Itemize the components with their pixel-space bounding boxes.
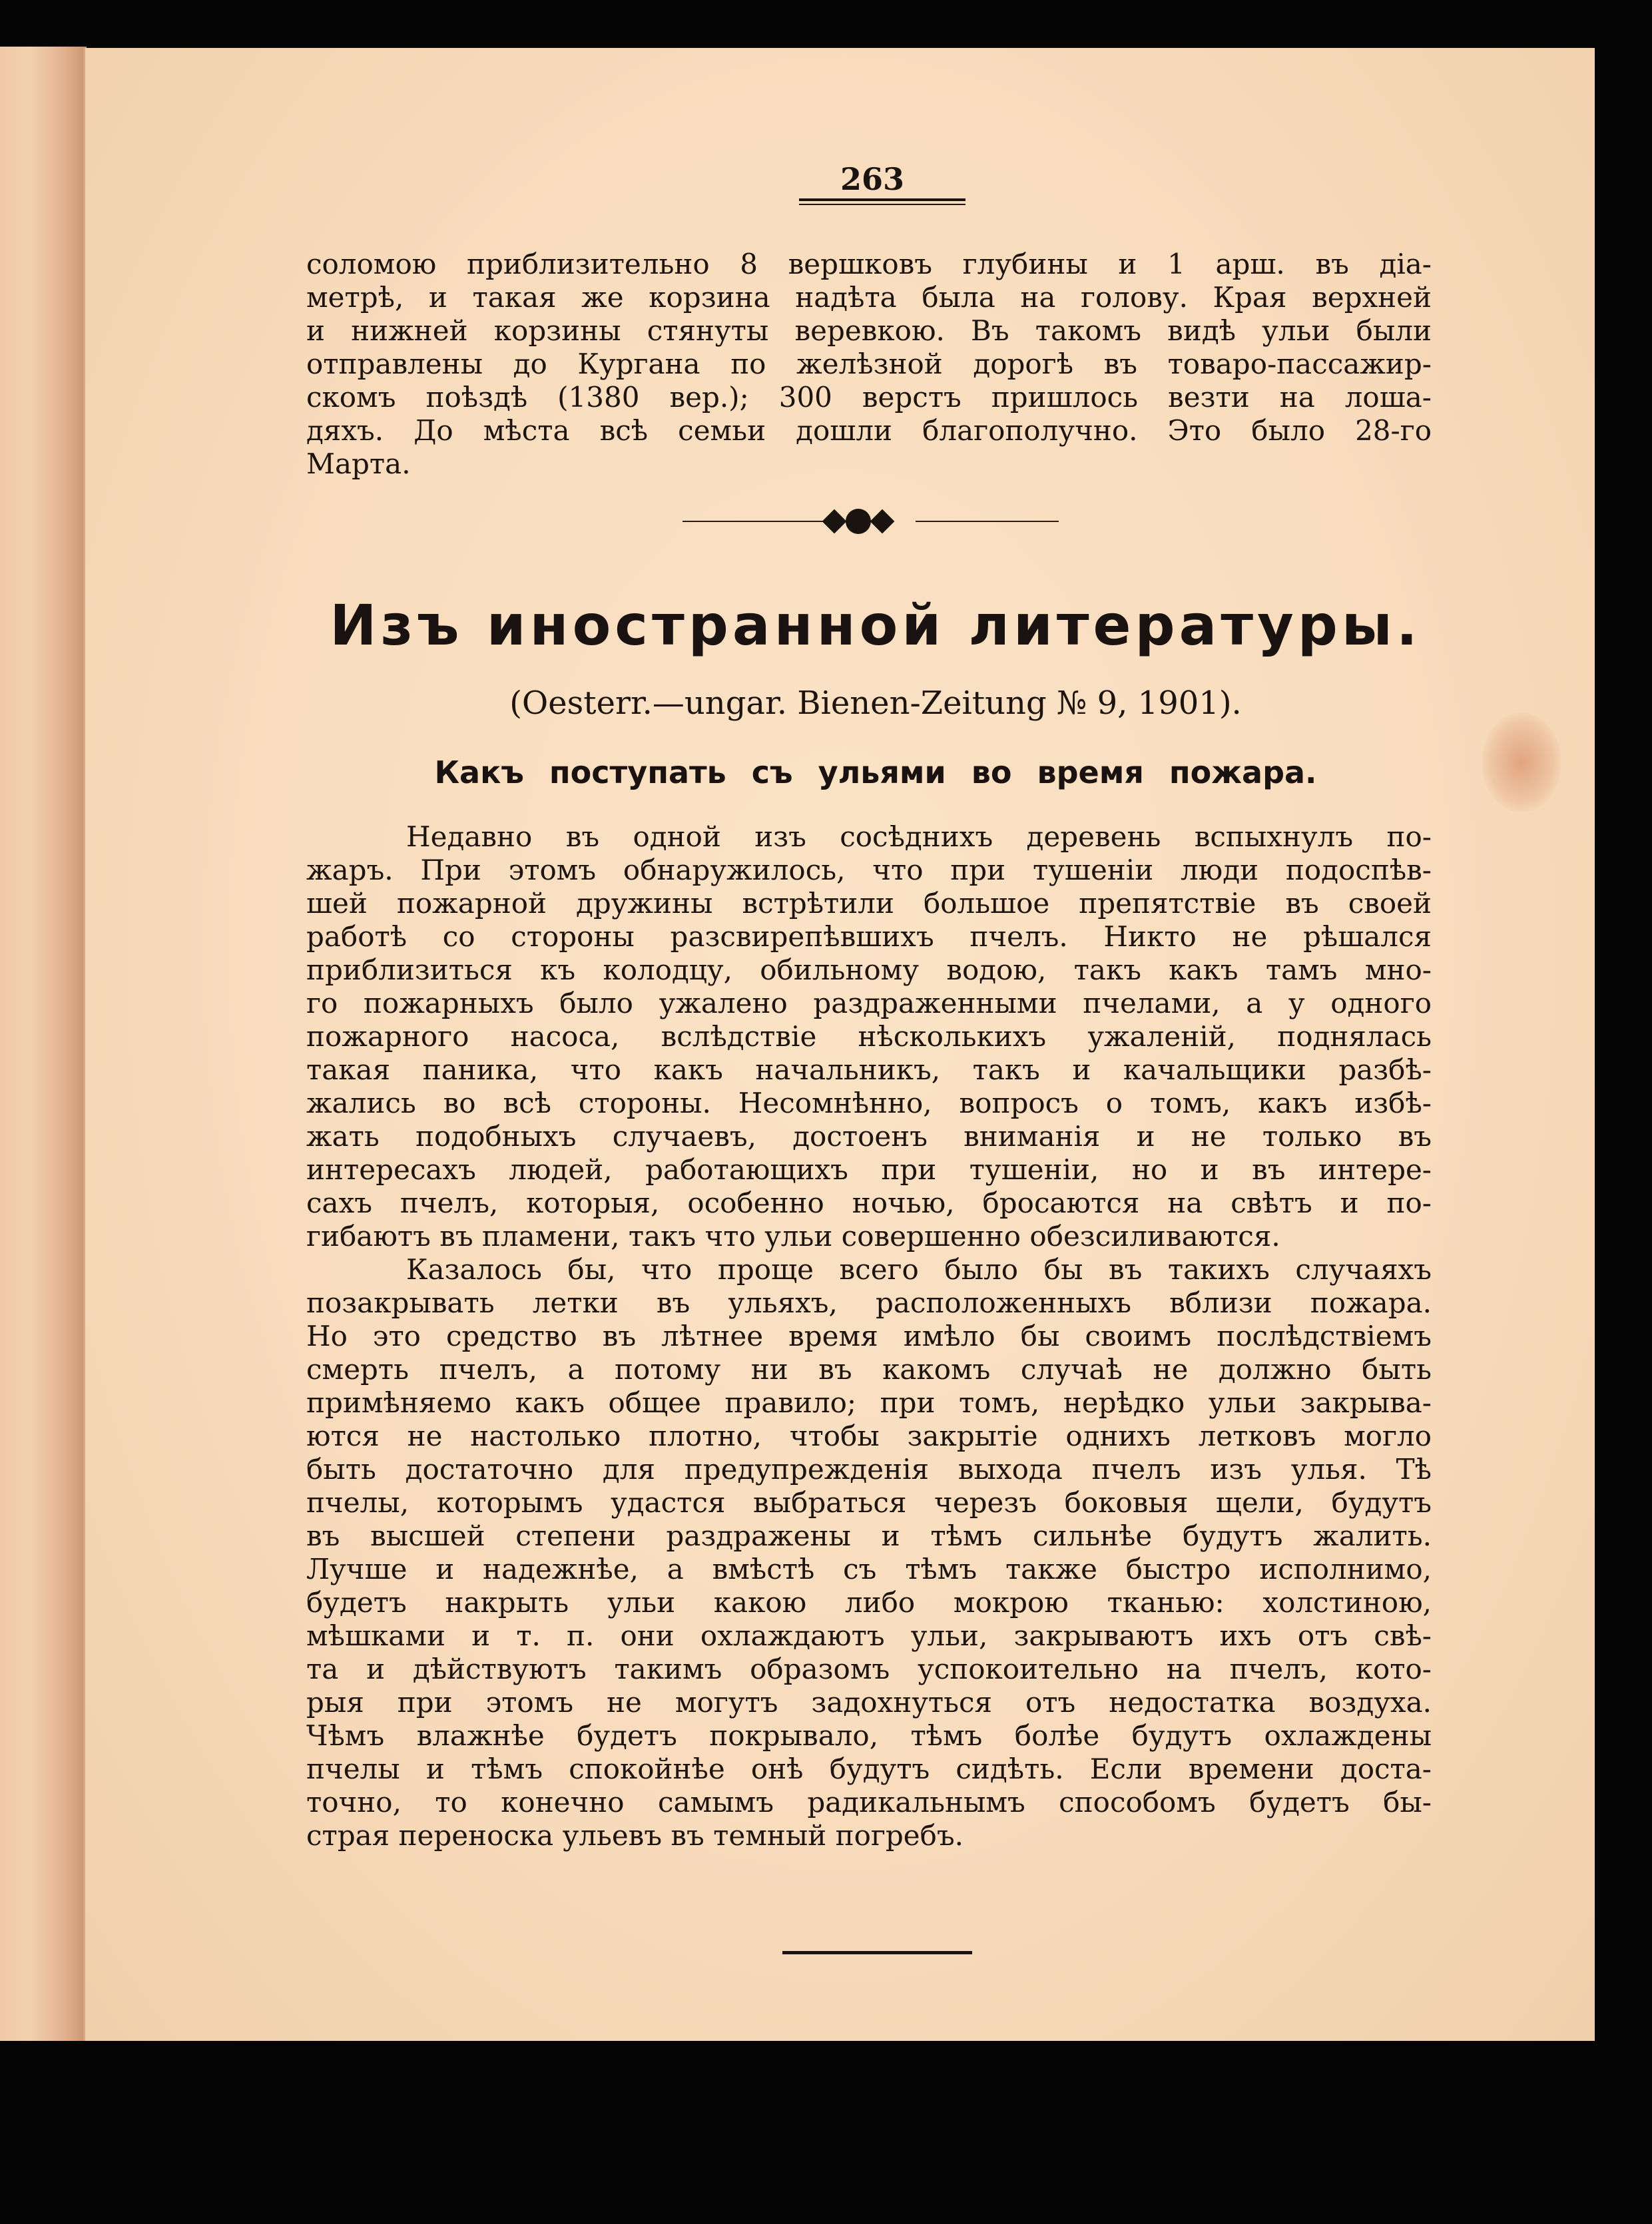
- page-number: 263: [840, 161, 905, 197]
- scan-right-border: [1595, 0, 1652, 2224]
- text-line: Но это средство въ лѣтнее время имѣло бы своимъ послѣдствіемъ: [306, 1320, 1432, 1352]
- paper-stain: [1482, 712, 1561, 812]
- text-line: примѣняемо какъ общее правило; при томъ, нерѣдко ульи закрыва-: [306, 1386, 1432, 1419]
- ornament-diamond-left: [822, 509, 847, 534]
- text-line: пожарного насоса, вслѣдствіе нѣсколькихъ ужаленій, поднялась: [306, 1020, 1432, 1053]
- text-line: Недавно въ одной изъ сосѣднихъ деревень вспыхнулъ по-: [406, 820, 1432, 853]
- article-title: Какъ поступать съ ульями во время пожара.: [434, 754, 1317, 790]
- page-number-rule-top: [799, 198, 965, 201]
- text-line: точно, то конечно самымъ радикальнымъ способомъ будетъ бы-: [306, 1786, 1432, 1818]
- end-rule: [782, 1951, 972, 1954]
- text-line: жать подобныхъ случаевъ, достоенъ вниманія и не только въ: [306, 1120, 1432, 1153]
- continued-paragraph: [306, 248, 1432, 481]
- text-line: дяхъ. До мѣста всѣ семьи дошли благополучно. Это было 28-го: [306, 414, 1432, 447]
- text-line: позакрывать летки въ ульяхъ, расположенныхъ вблизи пожара.: [306, 1286, 1432, 1319]
- text-line: го пожарныхъ было ужалено раздраженными пчелами, а у одного: [306, 987, 1432, 1019]
- text-line: жаръ. При этомъ обнаружилось, что при тушеніи люди подоспѣв-: [306, 854, 1432, 886]
- text-line: Чѣмъ влажнѣе будетъ покрывало, тѣмъ болѣе будутъ охлаждены: [306, 1719, 1432, 1752]
- text-line: пчелы и тѣмъ спокойнѣе онѣ будутъ сидѣть. Если времени доста-: [306, 1753, 1432, 1785]
- text-line: страя переноска ульевъ въ темный погребъ.: [306, 1819, 964, 1852]
- section-ornament: [826, 508, 891, 535]
- previous-page-edge: [0, 47, 87, 2041]
- text-line: отправлены до Кургана по желѣзной дорогѣ въ товаро-пассажир-: [306, 348, 1432, 380]
- ornament-diamond-right: [870, 509, 895, 534]
- source-citation: (Oesterr.—ungar. Bienen-Zeitung № 9, 1901).: [509, 685, 1242, 722]
- article-paragraph-2: [306, 1253, 1432, 1852]
- text-line: соломою приблизительно 8 вершковъ глубины и 1 арш. въ діа-: [306, 248, 1432, 280]
- ornament-dot: [846, 509, 871, 534]
- text-line: работѣ со стороны разсвирепѣвшихъ пчелъ. Никто не рѣшался: [306, 920, 1432, 953]
- text-line: метрѣ, и такая же корзина надѣта была на голову. Края верхней: [306, 281, 1432, 314]
- text-line: Лучше и надежнѣе, а вмѣстѣ съ тѣмъ также быстро исполнимо,: [306, 1553, 1432, 1585]
- text-line: Марта.: [306, 447, 411, 480]
- ornament-line-right: [916, 521, 1059, 522]
- text-line: приблизиться къ колодцу, обильному водою, такъ какъ тамъ мно-: [306, 954, 1432, 986]
- text-line: та и дѣйствуютъ такимъ образомъ успокоительно на пчелъ, кото-: [306, 1653, 1432, 1685]
- text-line: смерть пчелъ, а потому ни въ какомъ случаѣ не должно быть: [306, 1353, 1432, 1386]
- text-line: быть достаточно для предупрежденія выхода пчелъ изъ улья. Тѣ: [306, 1453, 1432, 1486]
- text-line: интересахъ людей, работающихъ при тушеніи, но и въ интере-: [306, 1153, 1432, 1186]
- ornament-line-left: [683, 521, 826, 522]
- text-line: Казалось бы, что проще всего было бы въ такихъ случаяхъ: [406, 1253, 1432, 1286]
- text-line: такая паника, что какъ начальникъ, такъ и качальщики разбѣ-: [306, 1053, 1432, 1086]
- text-line: шей пожарной дружины встрѣтили большое препятствіе въ своей: [306, 887, 1432, 920]
- text-line: ются не настолько плотно, чтобы закрытіе однихъ летковъ могло: [306, 1420, 1432, 1452]
- scan-bottom-border: [0, 2041, 1652, 2224]
- text-line: мѣшками и т. п. они охлаждаютъ ульи, закрываютъ ихъ отъ свѣ-: [306, 1619, 1432, 1652]
- text-line: пчелы, которымъ удастся выбраться черезъ боковыя щели, будутъ: [306, 1486, 1432, 1519]
- article-paragraph-1: [306, 820, 1432, 1253]
- scan-top-border: [0, 0, 1652, 47]
- text-line: скомъ поѣздѣ (1380 вер.); 300 верстъ пришлось везти на лоша-: [306, 381, 1432, 414]
- text-line: и нижней корзины стянуты веревкою. Въ такомъ видѣ ульи были: [306, 314, 1432, 347]
- text-line: жались во всѣ стороны. Несомнѣнно, вопросъ о томъ, какъ избѣ-: [306, 1087, 1432, 1119]
- section-title: Изъ иностранной литературы.: [330, 593, 1422, 658]
- text-line: гибаютъ въ пламени, такъ что ульи совершенно обезсиливаются.: [306, 1220, 1280, 1252]
- text-line: въ высшей степени раздражены и тѣмъ сильнѣе будутъ жалить.: [306, 1520, 1432, 1552]
- page-number-rule-bottom: [799, 204, 965, 205]
- text-line: будетъ накрыть ульи какою либо мокрою тканью: холстиною,: [306, 1586, 1432, 1619]
- text-line: сахъ пчелъ, которыя, особенно ночью, бросаются на свѣтъ и по-: [306, 1187, 1432, 1219]
- text-line: рыя при этомъ не могутъ задохнуться отъ недостатка воздуха.: [306, 1686, 1432, 1719]
